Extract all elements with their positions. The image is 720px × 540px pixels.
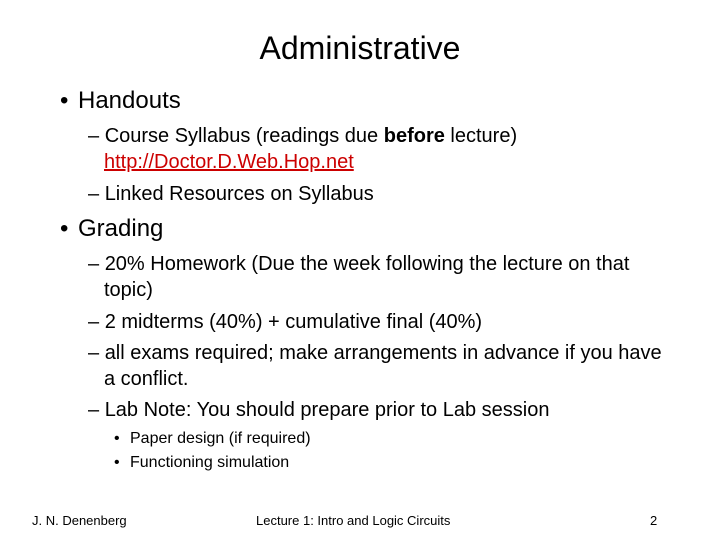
dash-icon: – — [88, 399, 100, 421]
bullet-icon: • — [114, 454, 120, 471]
dash-icon: – — [88, 125, 100, 147]
grading-label: Grading — [78, 215, 164, 242]
dash-icon: – — [88, 183, 100, 205]
footer-page-number: 2 — [650, 513, 658, 528]
dash-icon: – — [88, 253, 100, 275]
syllabus-link[interactable]: http://Doctor.D.Web.Hop.net — [104, 151, 354, 173]
linked-resources-text: Linked Resources on Syllabus — [104, 183, 374, 205]
footer-lecture: Lecture 1: Intro and Logic Circuits — [256, 513, 451, 528]
sub-bullet-required — [88, 340, 678, 392]
sub-bullet-exams — [88, 309, 678, 335]
bullet-icon: • — [60, 215, 69, 242]
dash-icon: – — [88, 311, 100, 333]
sub-bullet-linked-resources — [88, 181, 678, 207]
exams-text: 2 midterms (40%) + cumulative final (40%) — [104, 311, 483, 333]
bullet-handouts — [60, 86, 181, 116]
bullet-icon: • — [60, 87, 69, 114]
lab-item-text: Paper design (if required) — [130, 430, 311, 447]
lab-item — [114, 428, 311, 450]
lab-note-text: Lab Note: You should prepare prior to Lab session — [104, 399, 550, 421]
slide-title: Administrative — [259, 30, 461, 66]
handouts-label: Handouts — [78, 87, 181, 114]
bullet-grading — [60, 214, 163, 244]
lab-item — [114, 452, 289, 474]
sub-bullet-homework — [88, 251, 678, 303]
required-text: all exams required; make arrangements in advance if you have a conflict. — [104, 342, 662, 390]
syllabus-prefix: Course Syllabus (readings due — [104, 125, 384, 147]
sub-bullet-lab-note — [88, 397, 678, 423]
homework-text: 20% Homework (Due the week following the lecture on that topic) — [104, 253, 630, 301]
footer-author: J. N. Denenberg — [32, 513, 127, 528]
lab-item-text: Functioning simulation — [130, 454, 290, 471]
bullet-icon: • — [114, 430, 120, 447]
syllabus-suffix: lecture) — [444, 125, 518, 147]
syllabus-bold: before — [383, 125, 445, 147]
sub-bullet-syllabus — [88, 123, 678, 175]
dash-icon: – — [88, 342, 100, 364]
